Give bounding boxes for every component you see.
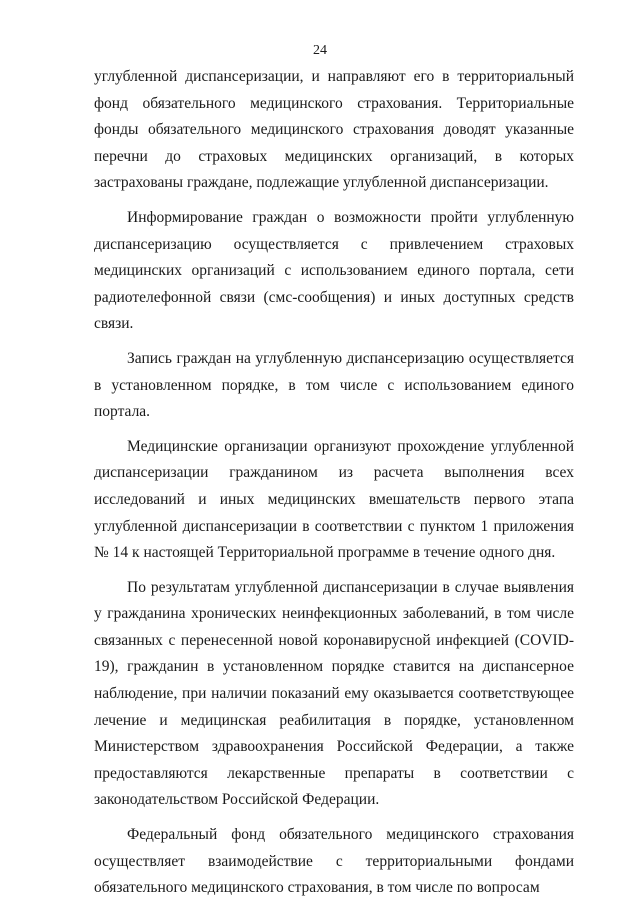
- paragraph-medical-organizations: Медицинские организации организуют прохождение углубленной диспансеризации гражданином из расчета выполнения всех исследований и иных медицинских вмешательств первого этапа углубленной диспансеризации в соответствии с пунктом 1 приложения № 14 к настоящей Территориальной программе в течение одного дня.: [94, 437, 574, 562]
- paragraph-informing: Информирование граждан о возможности пройти углубленную диспансеризацию осуществляется с привлечением страховых медицинских организаций с использованием единого портала, сети радиотелефонной связи (смс-сообщения) и иных доступных средств связи.: [94, 208, 574, 333]
- paragraph-federal-fund: Федеральный фонд обязательного медицинского страхования осуществляет взаимодействие с территориальными фондами обязательного медицинского страхования, в том числе по вопросам: [94, 826, 574, 897]
- paragraph-continuation: углубленной диспансеризации, и направляют его в территориальный фонд обязательного медицинского страхования. Территориальные фонды обязательного медицинского страхования доводят указанные перечни до страховых медицинских организаций, в которых застрахованы граждане, подлежащие углубленной диспансеризации.: [94, 68, 574, 192]
- paragraph-results: По результатам углубленной диспансеризации в случае выявления у гражданина хронических неинфекционных заболеваний, в том числе связанных с перенесенной новой коронавирусной инфекцией (COVID-19), гражданин в установленном порядке ставится на диспансерное наблюдение, при наличии показаний ему оказывается соответствующее лечение и медицинская реабилитация в порядке, установленном Министерством здравоохранения Российской Федерации, а также предоставляются лекарственные препараты в соответствии с законодательством Российской Федерации.: [94, 578, 574, 809]
- document-body: [94, 64, 574, 902]
- paragraph-registration: Запись граждан на углубленную диспансеризацию осуществляется в установленном порядке, в том числе с использованием единого портала.: [94, 349, 574, 421]
- page-number: 24: [313, 43, 327, 58]
